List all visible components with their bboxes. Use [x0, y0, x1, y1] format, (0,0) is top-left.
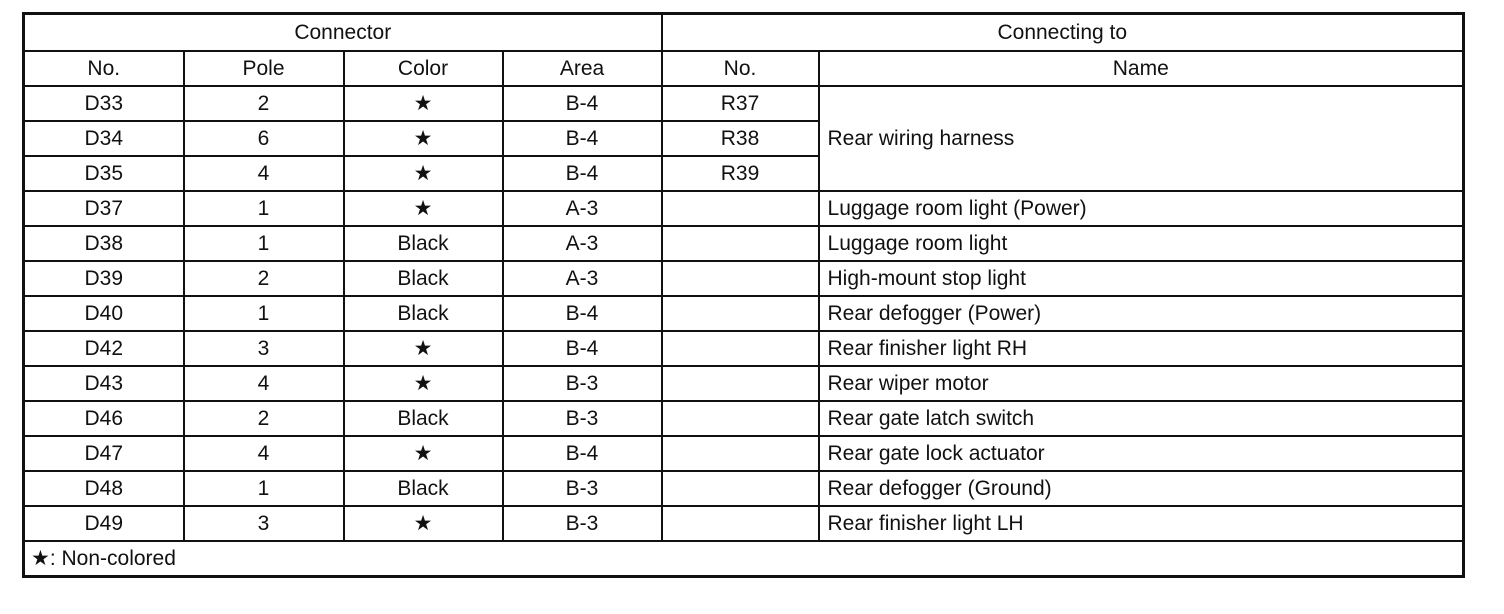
- table-row: [24, 471, 1464, 506]
- cell-area: A-3: [503, 191, 662, 226]
- column-header-area: Area: [503, 51, 662, 86]
- cell-area: B-4: [503, 296, 662, 331]
- footnote: ★: Non-colored: [24, 541, 1464, 577]
- cell-pole: 1: [184, 471, 344, 506]
- table-row: [24, 401, 1464, 436]
- cell-connecting-no: [662, 471, 819, 506]
- cell-connecting-no: [662, 191, 819, 226]
- cell-connecting-no: [662, 331, 819, 366]
- table-row: [24, 191, 1464, 226]
- cell-color: Black: [344, 226, 503, 261]
- cell-no: D35: [24, 156, 184, 191]
- cell-no: D47: [24, 436, 184, 471]
- cell-no: D39: [24, 261, 184, 296]
- column-header-no: No.: [24, 51, 184, 86]
- table-row: [24, 86, 1464, 121]
- cell-pole: 1: [184, 226, 344, 261]
- cell-connecting-no: [662, 296, 819, 331]
- cell-connecting-no: R38: [662, 121, 819, 156]
- cell-connecting-no: R37: [662, 86, 819, 121]
- cell-pole: 4: [184, 156, 344, 191]
- cell-color: ★: [344, 121, 503, 156]
- cell-color: ★: [344, 506, 503, 541]
- connector-group-header: Connector: [24, 14, 662, 52]
- column-header-connecting-no: No.: [662, 51, 819, 86]
- cell-color: ★: [344, 191, 503, 226]
- cell-pole: 2: [184, 401, 344, 436]
- cell-area: B-4: [503, 156, 662, 191]
- cell-pole: 6: [184, 121, 344, 156]
- cell-name-merged: Rear wiring harness: [819, 86, 1464, 191]
- cell-name: Rear defogger (Ground): [819, 471, 1464, 506]
- cell-color: Black: [344, 401, 503, 436]
- cell-color: ★: [344, 156, 503, 191]
- table-row: [24, 331, 1464, 366]
- cell-connecting-no: [662, 506, 819, 541]
- cell-color: ★: [344, 86, 503, 121]
- group-header-row: [24, 14, 1464, 52]
- cell-no: D48: [24, 471, 184, 506]
- cell-connecting-no: [662, 261, 819, 296]
- cell-connecting-no: [662, 401, 819, 436]
- cell-pole: 1: [184, 191, 344, 226]
- cell-area: B-3: [503, 471, 662, 506]
- cell-area: A-3: [503, 261, 662, 296]
- cell-no: D37: [24, 191, 184, 226]
- table-row: [24, 366, 1464, 401]
- cell-pole: 2: [184, 86, 344, 121]
- cell-connecting-no: R39: [662, 156, 819, 191]
- cell-area: B-4: [503, 436, 662, 471]
- cell-pole: 4: [184, 436, 344, 471]
- table-row: [24, 261, 1464, 296]
- cell-name: Rear finisher light LH: [819, 506, 1464, 541]
- cell-color: ★: [344, 366, 503, 401]
- cell-area: B-4: [503, 331, 662, 366]
- cell-area: B-4: [503, 121, 662, 156]
- cell-name: Rear wiper motor: [819, 366, 1464, 401]
- cell-color: Black: [344, 471, 503, 506]
- cell-no: D34: [24, 121, 184, 156]
- cell-name: Rear finisher light RH: [819, 331, 1464, 366]
- cell-name: Luggage room light: [819, 226, 1464, 261]
- cell-no: D38: [24, 226, 184, 261]
- cell-no: D49: [24, 506, 184, 541]
- connector-table-sheet: [22, 12, 1462, 578]
- cell-name: Luggage room light (Power): [819, 191, 1464, 226]
- cell-pole: 3: [184, 331, 344, 366]
- cell-name: Rear gate latch switch: [819, 401, 1464, 436]
- cell-area: B-3: [503, 366, 662, 401]
- table-row: [24, 226, 1464, 261]
- cell-pole: 4: [184, 366, 344, 401]
- column-header-color: Color: [344, 51, 503, 86]
- cell-no: D33: [24, 86, 184, 121]
- cell-no: D43: [24, 366, 184, 401]
- cell-name: Rear defogger (Power): [819, 296, 1464, 331]
- cell-connecting-no: [662, 366, 819, 401]
- cell-no: D40: [24, 296, 184, 331]
- cell-area: B-4: [503, 86, 662, 121]
- footnote-row: [24, 541, 1464, 577]
- cell-connecting-no: [662, 226, 819, 261]
- cell-area: A-3: [503, 226, 662, 261]
- table-row: [24, 506, 1464, 541]
- column-header-name: Name: [819, 51, 1464, 86]
- column-header-pole: Pole: [184, 51, 344, 86]
- cell-name: Rear gate lock actuator: [819, 436, 1464, 471]
- table-row: [24, 296, 1464, 331]
- cell-name: High-mount stop light: [819, 261, 1464, 296]
- cell-color: Black: [344, 261, 503, 296]
- cell-color: Black: [344, 296, 503, 331]
- cell-color: ★: [344, 331, 503, 366]
- cell-pole: 2: [184, 261, 344, 296]
- table-row: [24, 436, 1464, 471]
- cell-area: B-3: [503, 401, 662, 436]
- cell-pole: 3: [184, 506, 344, 541]
- connector-table: [22, 12, 1465, 578]
- cell-no: D46: [24, 401, 184, 436]
- cell-connecting-no: [662, 436, 819, 471]
- cell-pole: 1: [184, 296, 344, 331]
- cell-no: D42: [24, 331, 184, 366]
- cell-area: B-3: [503, 506, 662, 541]
- cell-color: ★: [344, 436, 503, 471]
- column-header-row: [24, 51, 1464, 86]
- connecting-to-group-header: Connecting to: [662, 14, 1464, 52]
